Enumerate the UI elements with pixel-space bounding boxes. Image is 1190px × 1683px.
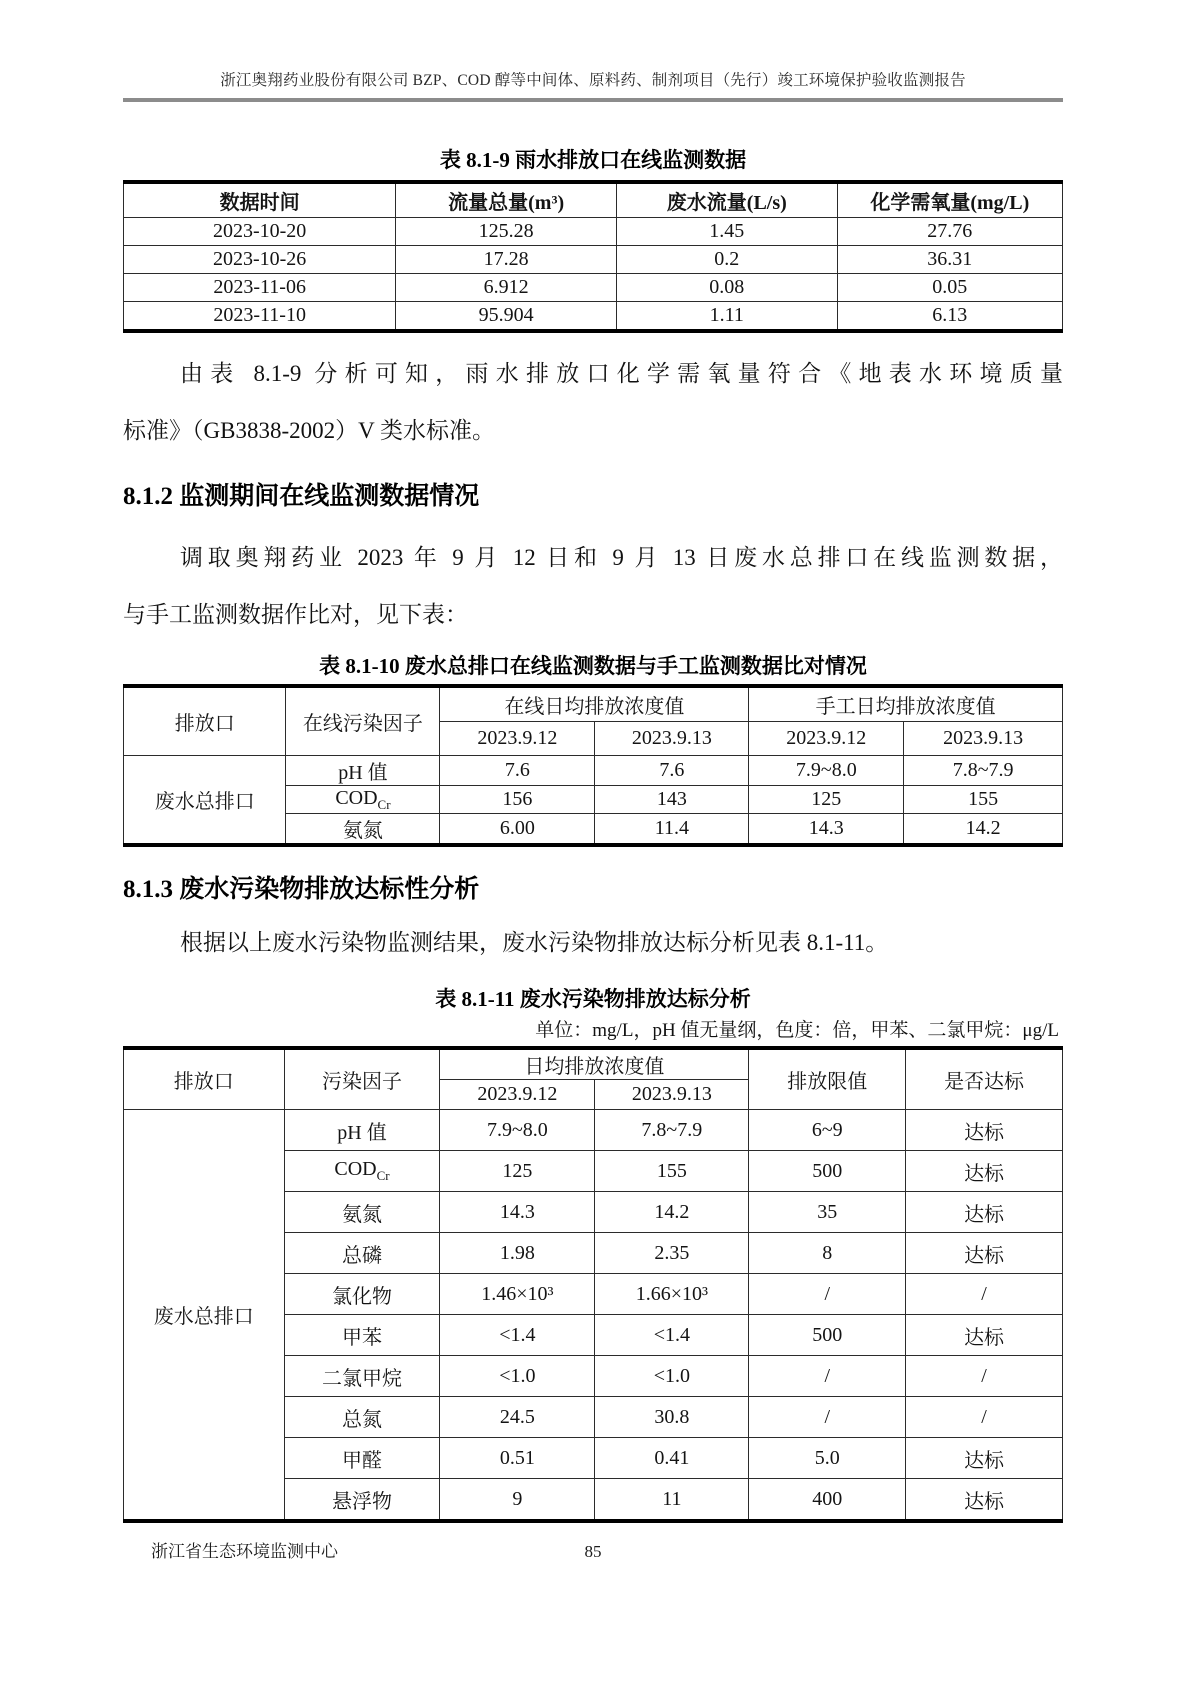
paragraph-line: 调取奥翔药业 2023 年 9 月 12 日和 9 月 13 日废水总排口在线监测数据， xyxy=(180,545,1063,570)
table-cell: 1.45 xyxy=(616,218,837,246)
t10-col-outlet: 排放口 xyxy=(124,686,286,756)
t10-col-online-date2: 2023.9.13 xyxy=(595,722,749,756)
table-cell-limit: 6~9 xyxy=(749,1110,906,1151)
paragraph-standard-analysis xyxy=(123,914,1063,971)
table-cell: 7.8~7.9 xyxy=(904,756,1063,786)
table-row xyxy=(124,218,1063,246)
table-cell-codcr xyxy=(286,786,440,814)
table-cell-limit: / xyxy=(749,1274,906,1315)
table-cell: 氯化物 xyxy=(284,1274,440,1315)
t11-col-limit: 排放限值 xyxy=(749,1048,906,1110)
table-cell: 甲醛 xyxy=(284,1438,440,1479)
table-cell: 1.46×10³ xyxy=(440,1274,595,1315)
t10-group-online: 在线日均排放浓度值 xyxy=(440,686,749,722)
table-cell-status: 达标 xyxy=(906,1192,1063,1233)
page-footer xyxy=(123,1540,1063,1564)
table-cell: 95.904 xyxy=(396,302,617,332)
table-header-row xyxy=(124,182,1063,218)
table-cell: 155 xyxy=(595,1151,749,1192)
footer-organization: 浙江省生态环境监测中心 xyxy=(151,1542,338,1561)
table-header-row xyxy=(124,1048,1063,1080)
t9-col-wastewater-flow: 废水流量(L/s) xyxy=(616,182,837,218)
cod-label: COD xyxy=(334,1158,377,1180)
table-cell: pH 值 xyxy=(284,1110,440,1151)
table-cell: 氨氮 xyxy=(284,1192,440,1233)
table-cell: 14.2 xyxy=(904,814,1063,846)
table-cell: 0.05 xyxy=(837,274,1062,302)
table-cell: 7.9~8.0 xyxy=(440,1110,595,1151)
table-cell: 氨氮 xyxy=(286,814,440,846)
table-cell: 2023-10-20 xyxy=(124,218,396,246)
table-cell-limit: 500 xyxy=(749,1315,906,1356)
table-row xyxy=(124,1110,1063,1151)
table-cell: 7.6 xyxy=(440,756,595,786)
table-cell: 11 xyxy=(595,1479,749,1522)
t9-col-datetime: 数据时间 xyxy=(124,182,396,218)
table-discharge-compliance-analysis xyxy=(123,1046,1063,1523)
table-cell: 11.4 xyxy=(595,814,749,846)
cod-label: COD xyxy=(335,786,378,809)
table-cell: 14.3 xyxy=(440,1192,595,1233)
t11-col-date2: 2023.9.13 xyxy=(595,1080,749,1110)
table-cell: <1.4 xyxy=(440,1315,595,1356)
table-cell: 125 xyxy=(440,1151,595,1192)
table-cell: 30.8 xyxy=(595,1397,749,1438)
table-cell: 7.9~8.0 xyxy=(749,756,904,786)
table-cell: 7.8~7.9 xyxy=(595,1110,749,1151)
paragraph-table9-analysis xyxy=(123,345,1063,459)
table-cell-limit: 8 xyxy=(749,1233,906,1274)
table-cell: 0.08 xyxy=(616,274,837,302)
table-cell: <1.4 xyxy=(595,1315,749,1356)
table-cell: 2023-10-26 xyxy=(124,246,396,274)
table-cell: 甲苯 xyxy=(284,1315,440,1356)
table-row xyxy=(124,246,1063,274)
table-cell: 24.5 xyxy=(440,1397,595,1438)
table11-title: 表 8.1-11 废水污染物排放达标分析 xyxy=(435,987,751,1011)
table-cell: 2023-11-06 xyxy=(124,274,396,302)
table-cell: 0.2 xyxy=(616,246,837,274)
paragraph-online-data xyxy=(123,529,1063,643)
table-cell-status: / xyxy=(906,1274,1063,1315)
paragraph-line: 根据以上废水污染物监测结果，废水污染物排放达标分析见表 8.1-11。 xyxy=(180,930,889,955)
table-cell: 14.2 xyxy=(595,1192,749,1233)
t10-col-manual-date1: 2023.9.12 xyxy=(749,722,904,756)
table-cell-limit: 35 xyxy=(749,1192,906,1233)
t10-col-factor: 在线污染因子 xyxy=(286,686,440,756)
t9-col-total-flow: 流量总量(m³) xyxy=(396,182,617,218)
t10-col-online-date1: 2023.9.12 xyxy=(440,722,595,756)
table-cell-limit: / xyxy=(749,1397,906,1438)
t11-col-compliance: 是否达标 xyxy=(906,1048,1063,1110)
page-number: 85 xyxy=(584,1542,602,1561)
table-cell: pH 值 xyxy=(286,756,440,786)
heading-8-1-3: 8.1.3 废水污染物排放达标性分析 xyxy=(123,876,480,903)
table9-title: 表 8.1-9 雨水排放口在线监测数据 xyxy=(439,148,747,172)
table-cell: 1.11 xyxy=(616,302,837,332)
table-online-vs-manual-comparison xyxy=(123,684,1063,847)
table-row xyxy=(124,756,1063,786)
t10-outlet-cell: 废水总排口 xyxy=(124,756,286,846)
table-cell: <1.0 xyxy=(440,1356,595,1397)
t11-col-factor: 污染因子 xyxy=(284,1048,440,1110)
table-cell: 155 xyxy=(904,786,1063,814)
cod-subscript: Cr xyxy=(376,1168,390,1183)
table-cell-status: 达标 xyxy=(906,1151,1063,1192)
table-header-row xyxy=(124,686,1063,722)
t9-col-cod: 化学需氧量(mg/L) xyxy=(837,182,1062,218)
table-cell: 2.35 xyxy=(595,1233,749,1274)
table-cell: 9 xyxy=(440,1479,595,1522)
paragraph-line: 与手工监测数据作比对，见下表： xyxy=(123,602,468,627)
table-cell-status: 达标 xyxy=(906,1233,1063,1274)
table-cell: 27.76 xyxy=(837,218,1062,246)
table-cell-status: 达标 xyxy=(906,1315,1063,1356)
table-cell: 总氮 xyxy=(284,1397,440,1438)
table-cell-limit: / xyxy=(749,1356,906,1397)
table-cell: 1.98 xyxy=(440,1233,595,1274)
table-cell: 1.66×10³ xyxy=(595,1274,749,1315)
t11-col-date1: 2023.9.12 xyxy=(440,1080,595,1110)
table11-unit-note: 单位：mg/L，pH 值无量纲，色度：倍，甲苯、二氯甲烷：μg/L xyxy=(535,1020,1059,1041)
t11-outlet-cell: 废水总排口 xyxy=(124,1110,285,1522)
table-cell: 156 xyxy=(440,786,595,814)
table-cell: 125.28 xyxy=(396,218,617,246)
t10-col-manual-date2: 2023.9.13 xyxy=(904,722,1063,756)
table-cell: 二氯甲烷 xyxy=(284,1356,440,1397)
paragraph-line: 由表 8.1-9 分析可知，雨水排放口化学需氧量符合《地表水环境质量 xyxy=(180,361,1063,386)
table-rainwater-online-monitoring xyxy=(123,180,1063,333)
table-cell: 125 xyxy=(749,786,904,814)
paragraph-line: 标准》（GB3838-2002）V 类水标准。 xyxy=(123,418,496,443)
t11-group-daily: 日均排放浓度值 xyxy=(440,1048,749,1080)
header-rule xyxy=(123,98,1063,102)
table-cell-status: 达标 xyxy=(906,1110,1063,1151)
table-cell: 悬浮物 xyxy=(284,1479,440,1522)
table-cell: 143 xyxy=(595,786,749,814)
table-row xyxy=(124,274,1063,302)
table-cell-status: 达标 xyxy=(906,1438,1063,1479)
table-cell: 0.41 xyxy=(595,1438,749,1479)
table-row xyxy=(124,302,1063,332)
heading-8-1-2: 8.1.2 监测期间在线监测数据情况 xyxy=(123,483,480,510)
table-cell-status: / xyxy=(906,1356,1063,1397)
table-cell: 17.28 xyxy=(396,246,617,274)
table-cell-limit: 5.0 xyxy=(749,1438,906,1479)
table-cell: 7.6 xyxy=(595,756,749,786)
table-cell-status: 达标 xyxy=(906,1479,1063,1522)
table-cell-limit: 500 xyxy=(749,1151,906,1192)
table-cell: 6.912 xyxy=(396,274,617,302)
table-cell: 6.13 xyxy=(837,302,1062,332)
table-cell: 6.00 xyxy=(440,814,595,846)
t11-col-outlet: 排放口 xyxy=(124,1048,285,1110)
table-cell: 14.3 xyxy=(749,814,904,846)
table-cell: 总磷 xyxy=(284,1233,440,1274)
cod-subscript: Cr xyxy=(377,796,391,812)
table-cell-status: / xyxy=(906,1397,1063,1438)
table10-title: 表 8.1-10 废水总排口在线监测数据与手工监测数据比对情况 xyxy=(319,654,867,678)
table-cell: 0.51 xyxy=(440,1438,595,1479)
table-cell-codcr xyxy=(284,1151,440,1192)
t10-group-manual: 手工日均排放浓度值 xyxy=(749,686,1063,722)
table-cell: 2023-11-10 xyxy=(124,302,396,332)
table-cell: <1.0 xyxy=(595,1356,749,1397)
document-header: 浙江奥翔药业股份有限公司 BZP、COD 醇等中间体、原料药、制剂项目（先行）竣工环境保护验收监测报告 xyxy=(220,72,966,89)
table-cell-limit: 400 xyxy=(749,1479,906,1522)
table-cell: 36.31 xyxy=(837,246,1062,274)
